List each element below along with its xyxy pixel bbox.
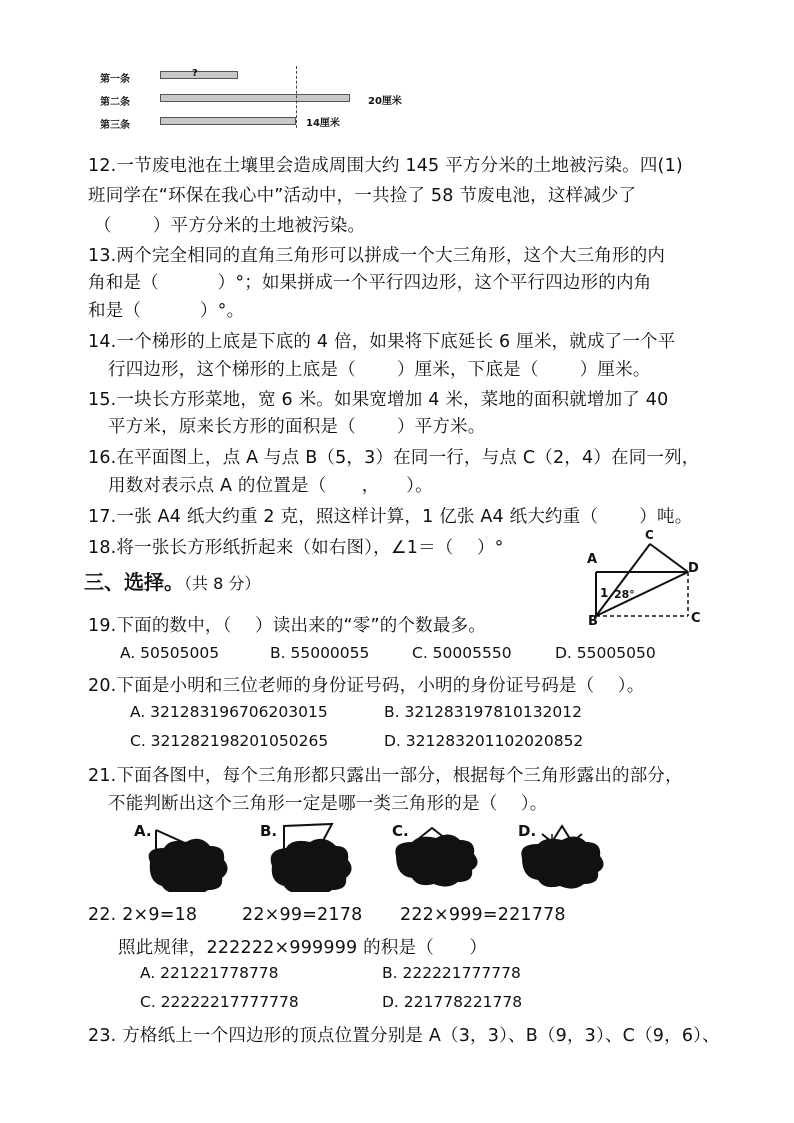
q19-option-a: A. 50505005: [120, 644, 220, 662]
q21-figure-b: [262, 818, 362, 892]
q21-line2: 不能判断出这个三角形一定是哪一类三角形的是（ ）。: [108, 794, 548, 814]
q22-option-a: A. 221221778778: [140, 964, 279, 982]
bar-value-1: ?: [192, 68, 198, 79]
q15-line2: 平方米，原来长方形的面积是（ ）平方米。: [108, 417, 486, 437]
q14-line1: 14.一个梯形的上底是下底的 4 倍，如果将下底延长 6 厘米，就成了一个平: [88, 332, 676, 352]
q20-option-d: D. 321283201102020852: [384, 732, 584, 750]
q21-figure-a: [136, 822, 236, 892]
bar-value-2: 20厘米: [368, 96, 402, 107]
q19-option-b: B. 55000055: [270, 644, 370, 662]
fig-folded-triangle: [596, 544, 688, 616]
bar-2: [160, 94, 350, 102]
bar-label-3: 第三条: [100, 120, 130, 131]
q13-line3: 和是（ ）°。: [88, 301, 245, 321]
q17-line1: 17.一张 A4 纸大约重 2 克，照这样计算，1 亿张 A4 纸大约重（ ）吨。: [88, 507, 693, 527]
q21c-cloud: [395, 834, 477, 886]
q19-stem: 19.下面的数中，（ ）读出来的“零”的个数最多。: [88, 616, 486, 636]
q20-option-b: B. 321283197810132012: [384, 703, 582, 721]
q13-line2: 角和是（ ）°；如果拼成一个平行四边形，这个平行四边形的内角: [88, 273, 652, 293]
bar-label-2: 第二条: [100, 97, 130, 108]
q16-line1: 16.在平面图上，点 A 与点 B（5，3）在同一行，与点 C（2，4）在同一列，: [88, 448, 700, 468]
q21-label-d: D.: [518, 822, 537, 840]
q21d-cloud: [521, 836, 603, 888]
q21b-cloud: [271, 839, 352, 892]
bar-label-1: 第一条: [100, 74, 130, 85]
section-3-heading: [84, 566, 260, 595]
q19-option-d: D. 55005050: [555, 644, 656, 662]
q19-option-c: C. 50005550: [412, 644, 512, 662]
fig-label-c-top: C: [645, 528, 654, 542]
fig-label-d: D: [688, 561, 699, 576]
bar-value-3: 14厘米: [306, 118, 340, 129]
q21-figure-d: [516, 818, 616, 890]
q21-label-c: C.: [392, 822, 409, 840]
q21-figure-c: [390, 818, 490, 888]
q20-option-a: A. 321283196706203015: [130, 703, 328, 721]
q20-stem: 20.下面是小明和三位老师的身份证号码，小明的身份证号码是（ ）。: [88, 676, 645, 696]
section-3-points: （共 8 分）: [184, 574, 261, 593]
q22-option-b: B. 222221777778: [382, 964, 521, 982]
fig-angle-28: 28°: [614, 588, 635, 601]
q21a-cloud: [149, 839, 228, 892]
fig-label-a: A: [587, 552, 598, 567]
bar-dashed-guide: [296, 66, 297, 128]
q21-label-a: A.: [134, 822, 152, 840]
q14-line2: 行四边形，这个梯形的上底是（ ）厘米，下底是（ ）厘米。: [108, 360, 651, 380]
q22-stem: 照此规律，222222×999999 的积是（ ）: [118, 938, 488, 958]
fig-label-c-bottom: C: [691, 611, 701, 626]
q20-option-c: C. 321282198201050265: [130, 732, 329, 750]
folded-rectangle-figure: [584, 530, 704, 630]
q12-line1: 12.一节废电池在土壤里会造成周围大约 145 平方分米的土地被污染。四(1): [88, 156, 683, 176]
bar-1: [160, 71, 238, 79]
q22-option-c: C. 22222217777778: [140, 993, 299, 1011]
q23-line1: 23. 方格纸上一个四边形的顶点位置分别是 A（3，3）、B（9，3）、C（9，6）、: [88, 1026, 720, 1046]
q21-line1: 21.下面各图中，每个三角形都只露出一部分，根据每个三角形露出的部分，: [88, 766, 683, 786]
q18-line1: 18.将一张长方形纸折起来（如右图），∠1＝（ ）°: [88, 538, 504, 558]
q13-line1: 13.两个完全相同的直角三角形可以拼成一个大三角形，这个大三角形的内: [88, 246, 666, 266]
q15-line1: 15.一块长方形菜地，宽 6 米。如果宽增加 4 米，菜地的面积就增加了 40: [88, 390, 669, 410]
fig-label-b: B: [588, 614, 598, 629]
q12-line3: （ ）平方分米的土地被污染。: [94, 216, 366, 236]
q22-eq1: 22. 2×9=18: [88, 905, 198, 925]
fig-angle-1: 1: [600, 586, 609, 600]
q22-eq2: 22×99=2178: [242, 905, 363, 925]
section-3-title: 三、选择。: [84, 570, 184, 594]
q22-option-d: D. 221778221778: [382, 993, 523, 1011]
q12-line2: 班同学在“环保在我心中”活动中，一共捡了 58 节废电池，这样减少了: [88, 186, 637, 206]
q21-label-b: B.: [260, 822, 278, 840]
q16-line2: 用数对表示点 A 的位置是（ ， ）。: [108, 476, 433, 496]
bar-3: [160, 117, 296, 125]
q22-eq3: 222×999=221778: [400, 905, 566, 925]
